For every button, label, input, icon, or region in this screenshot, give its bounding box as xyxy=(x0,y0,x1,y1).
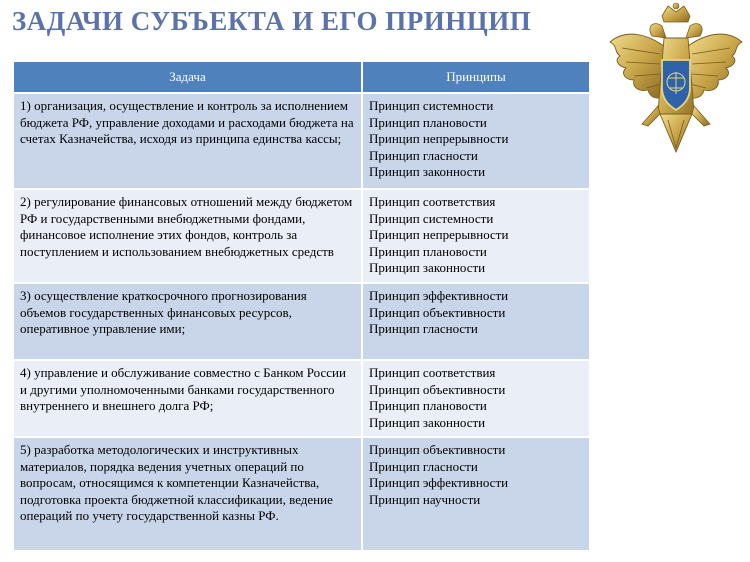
principle-item: Принцип законности xyxy=(369,164,486,179)
table-row xyxy=(14,283,589,360)
principle-item: Принцип эффективности xyxy=(369,288,509,303)
header-task: Задача xyxy=(14,62,362,93)
task-cell: 2) регулирование финансовых отношений между бюджетом РФ и государственными внебюджетными фондами, финансовое исполнение этих фондов, контроль за поступлением и использованием внебюджетных средств xyxy=(14,189,362,283)
header-principles: Принципы xyxy=(362,62,589,93)
principle-item: Принцип объективности xyxy=(369,381,506,397)
principle-item: Принцип объективности xyxy=(369,442,506,457)
principle-item: Принцип объективности xyxy=(369,304,506,320)
principle-item: Принцип системности xyxy=(369,210,494,226)
principles-cell xyxy=(362,93,589,189)
table-row xyxy=(14,360,589,437)
task-cell: 3) осуществление краткосрочного прогнозирования объемов государственных финансовых ресурсов, оперативное управление ими; xyxy=(14,283,362,360)
principle-item: Принцип законности xyxy=(369,414,486,430)
principle-item: Принцип эффективности xyxy=(369,475,509,490)
slide-title: ЗАДАЧИ СУБЪЕКТА И ЕГО ПРИНЦИП xyxy=(12,6,532,36)
table-row xyxy=(14,437,589,551)
principle-item: Принцип законности xyxy=(369,260,486,275)
table-row xyxy=(14,189,589,283)
tasks-principles-table xyxy=(14,62,589,552)
principle-item: Принцип гласности xyxy=(369,458,478,474)
principle-item: Принцип гласности xyxy=(369,147,478,163)
principles-cell xyxy=(362,437,589,551)
table-row xyxy=(14,93,589,189)
task-cell: 1) организация, осуществление и контроль за исполнением бюджета РФ, управление доходами и расходами бюджета на счетах Казначейства, исходя из принципа единства кассы; xyxy=(14,93,362,189)
principle-item: Принцип непрерывности xyxy=(369,227,509,242)
principle-item: Принцип научности xyxy=(369,491,481,507)
principles-cell xyxy=(362,360,589,437)
task-cell: 5) разработка методологических и инструктивных материалов, порядка ведения учетных операций по вопросам, относящимся к компетенции Казначейства, подготовка проекта бюджетной классификации, ведение операций по учету государственной казны РФ. xyxy=(14,437,362,551)
principle-item: Принцип плановости xyxy=(369,398,487,413)
principle-item: Принцип плановости xyxy=(369,114,487,130)
principles-cell xyxy=(362,283,589,360)
principle-item: Принцип непрерывности xyxy=(369,131,509,146)
double-headed-eagle-emblem-icon xyxy=(604,2,748,164)
principle-item: Принцип плановости xyxy=(369,243,487,259)
principle-item: Принцип соответствия xyxy=(369,194,496,209)
principle-item: Принцип гласности xyxy=(369,321,478,336)
principle-item: Принцип соответствия xyxy=(369,365,496,380)
principles-cell xyxy=(362,189,589,283)
table-header-row xyxy=(14,62,589,93)
principle-item: Принцип системности xyxy=(369,98,494,113)
task-cell: 4) управление и обслуживание совместно с Банком России и другими уполномоченными банками государственного внутреннего и внешнего долга РФ; xyxy=(14,360,362,437)
